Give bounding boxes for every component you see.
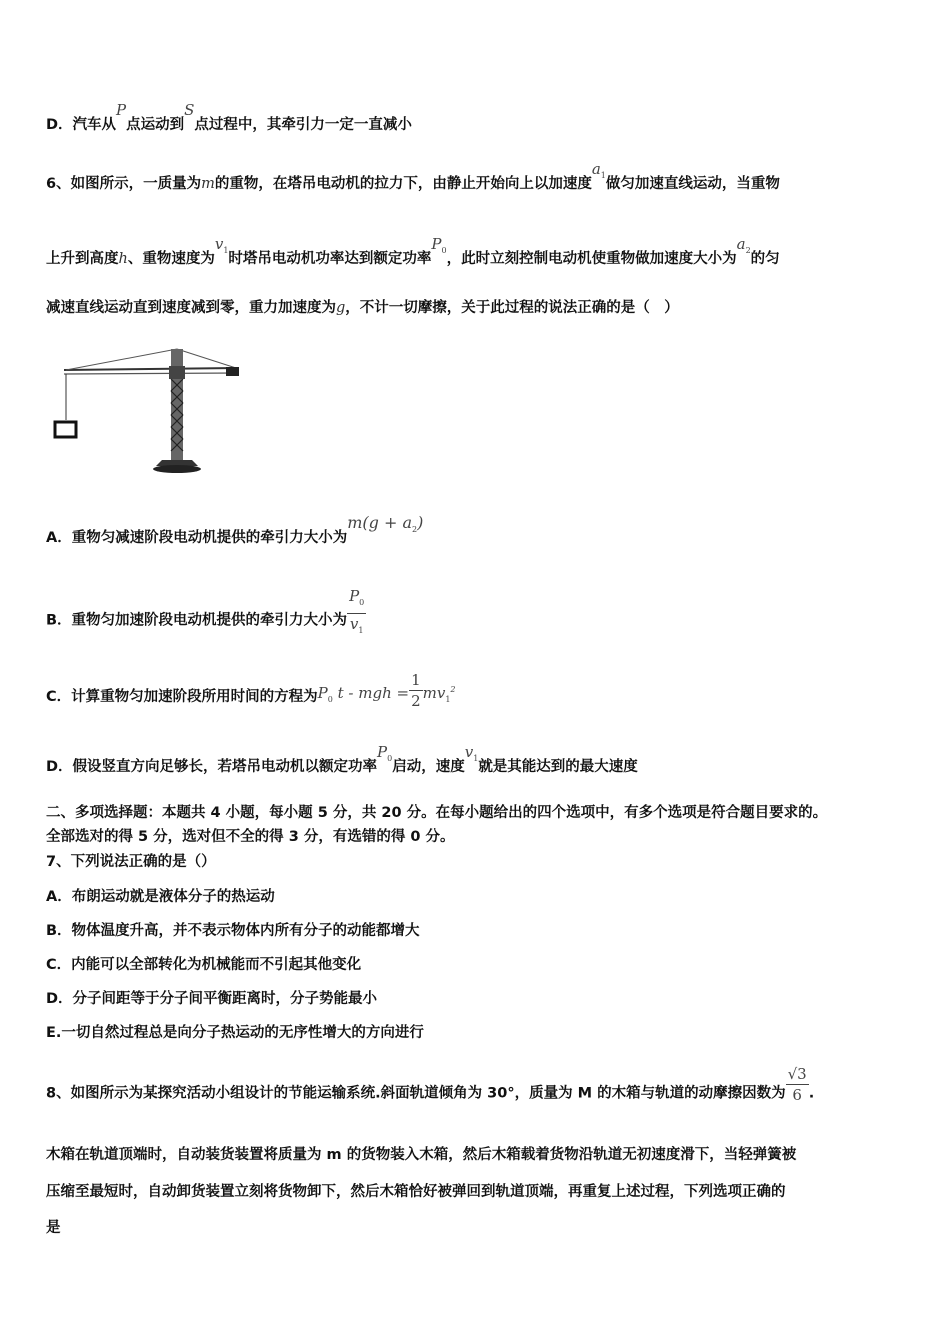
q7-option-c: C．内能可以全部转化为机械能而不引起其他变化	[46, 957, 362, 973]
q5-option-d-mid: 点运动到	[126, 117, 185, 133]
var-p0-d: $P_0$	[377, 743, 393, 763]
var-v1: $v_1$	[214, 235, 229, 255]
equation-lhs: $P_0$ t - mgh =	[317, 684, 410, 704]
var-v1-d: $v_1$	[464, 743, 479, 763]
q5-option-d-prefix: D．汽车从	[46, 117, 117, 133]
q7-stem: 7、下列说法正确的是（）	[46, 854, 216, 870]
q8-line-2: 木箱在轨道顶端时，自动装货装置将质量为 m 的货物装入木箱，然后木箱载着货物沿轨道无初速度滑下，当轻弹簧被	[46, 1147, 797, 1163]
q6-text-a: 6、如图所示，一质量为	[46, 176, 202, 192]
q7-option-e: E.一切自然过程总是向分子热运动的无序性增大的方向进行	[46, 1025, 424, 1041]
q8-l1-text: 8、如图所示为某探究活动小组设计的节能运输系统.斜面轨道倾角为 30°，质量为 M 的木箱与轨道的动摩擦因数为	[46, 1085, 786, 1102]
var-g: g	[336, 300, 346, 316]
q6-option-d	[46, 743, 638, 783]
q5-option-d-suffix: 点过程中，其牵引力一定一直减小	[194, 117, 412, 133]
q6-l2-e: 的匀	[750, 251, 780, 267]
q6-option-a	[46, 513, 424, 554]
section-2-instructions: 全部选对的得 5 分，选对但不全的得 3 分，有选错的得 0 分。	[46, 829, 455, 845]
q6-option-d-c: 就是其能达到的最大速度	[478, 759, 638, 775]
point-p: P	[116, 101, 127, 119]
q7-option-b: B．物体温度升高，并不表示物体内所有分子的动能都增大	[46, 923, 420, 939]
q6-text-b: 的重物，在塔吊电动机的拉力下，由静止开始向上以加速度	[214, 176, 592, 192]
q5-option-d	[46, 101, 412, 135]
q6-option-d-a: D．假设竖直方向足够长，若塔吊电动机以额定功率	[46, 759, 378, 775]
q6-l3-b: ，不计一切摩擦，关于此过程的说法正确的是（ ）	[345, 300, 679, 316]
q6-line-1	[46, 160, 780, 200]
var-a1: $a_1$	[591, 160, 606, 180]
q6-l2-d: ，此时立刻控制电动机使重物做加速度大小为	[446, 251, 737, 267]
fraction-p0-v1: $\frac{P_0}{v_1}$	[349, 587, 365, 635]
formula-a: $m(g + a_2)$	[347, 513, 424, 535]
q6-l2-b: 、重物速度为	[127, 251, 215, 267]
q6-option-a-text: A．重物匀减速阶段电动机提供的牵引力大小为	[46, 530, 348, 546]
q6-l2-c: 时塔吊电动机功率达到额定功率	[228, 251, 432, 267]
q7-option-a: A．布朗运动就是液体分子的热运动	[46, 889, 275, 905]
q6-l2-a: 上升到高度	[46, 251, 119, 267]
point-s: S	[184, 101, 195, 119]
var-m: m	[201, 176, 215, 192]
q6-option-c	[46, 670, 456, 713]
equation-rhs: $mv_1^2$	[422, 684, 456, 704]
fraction-sqrt3-6: $\frac{√3}{6}$	[787, 1065, 807, 1104]
section-2-heading: 二、多项选择题：本题共 4 小题，每小题 5 分，共 20 分。在每小题给出的四个选项中，有多个选项是符合题目要求的。	[46, 805, 828, 821]
var-p0: $P_0$	[431, 235, 447, 255]
q8-l1-end: .	[808, 1085, 815, 1102]
q6-option-b-text: B．重物匀加速阶段电动机提供的牵引力大小为	[46, 612, 348, 629]
tower-crane-figure	[52, 344, 242, 476]
q6-option-d-b: 启动，速度	[392, 759, 465, 775]
q6-option-b	[46, 587, 366, 641]
q6-option-c-text: C．计算重物匀加速阶段所用时间的方程为	[46, 689, 318, 705]
q8-line-4: 是	[46, 1220, 61, 1236]
fraction-half: $\frac{1}{2}$	[411, 670, 421, 710]
q7-option-d: D．分子间距等于分子间平衡距离时，分子势能最小	[46, 991, 378, 1007]
var-a2: $a_2$	[736, 235, 751, 255]
q8-line-3: 压缩至最短时，自动卸货装置立刻将货物卸下，然后木箱恰好被弹回到轨道顶端，再重复上述过程，下列选项正确的	[46, 1184, 786, 1200]
q6-l3-a: 减速直线运动直到速度减到零，重力加速度为	[46, 300, 336, 316]
q6-text-c: 做匀加速直线运动，当重物	[605, 176, 780, 192]
var-h: h	[118, 251, 128, 267]
q8-line-1	[46, 1065, 815, 1105]
q6-line-2	[46, 235, 780, 275]
q6-line-3	[46, 298, 679, 318]
